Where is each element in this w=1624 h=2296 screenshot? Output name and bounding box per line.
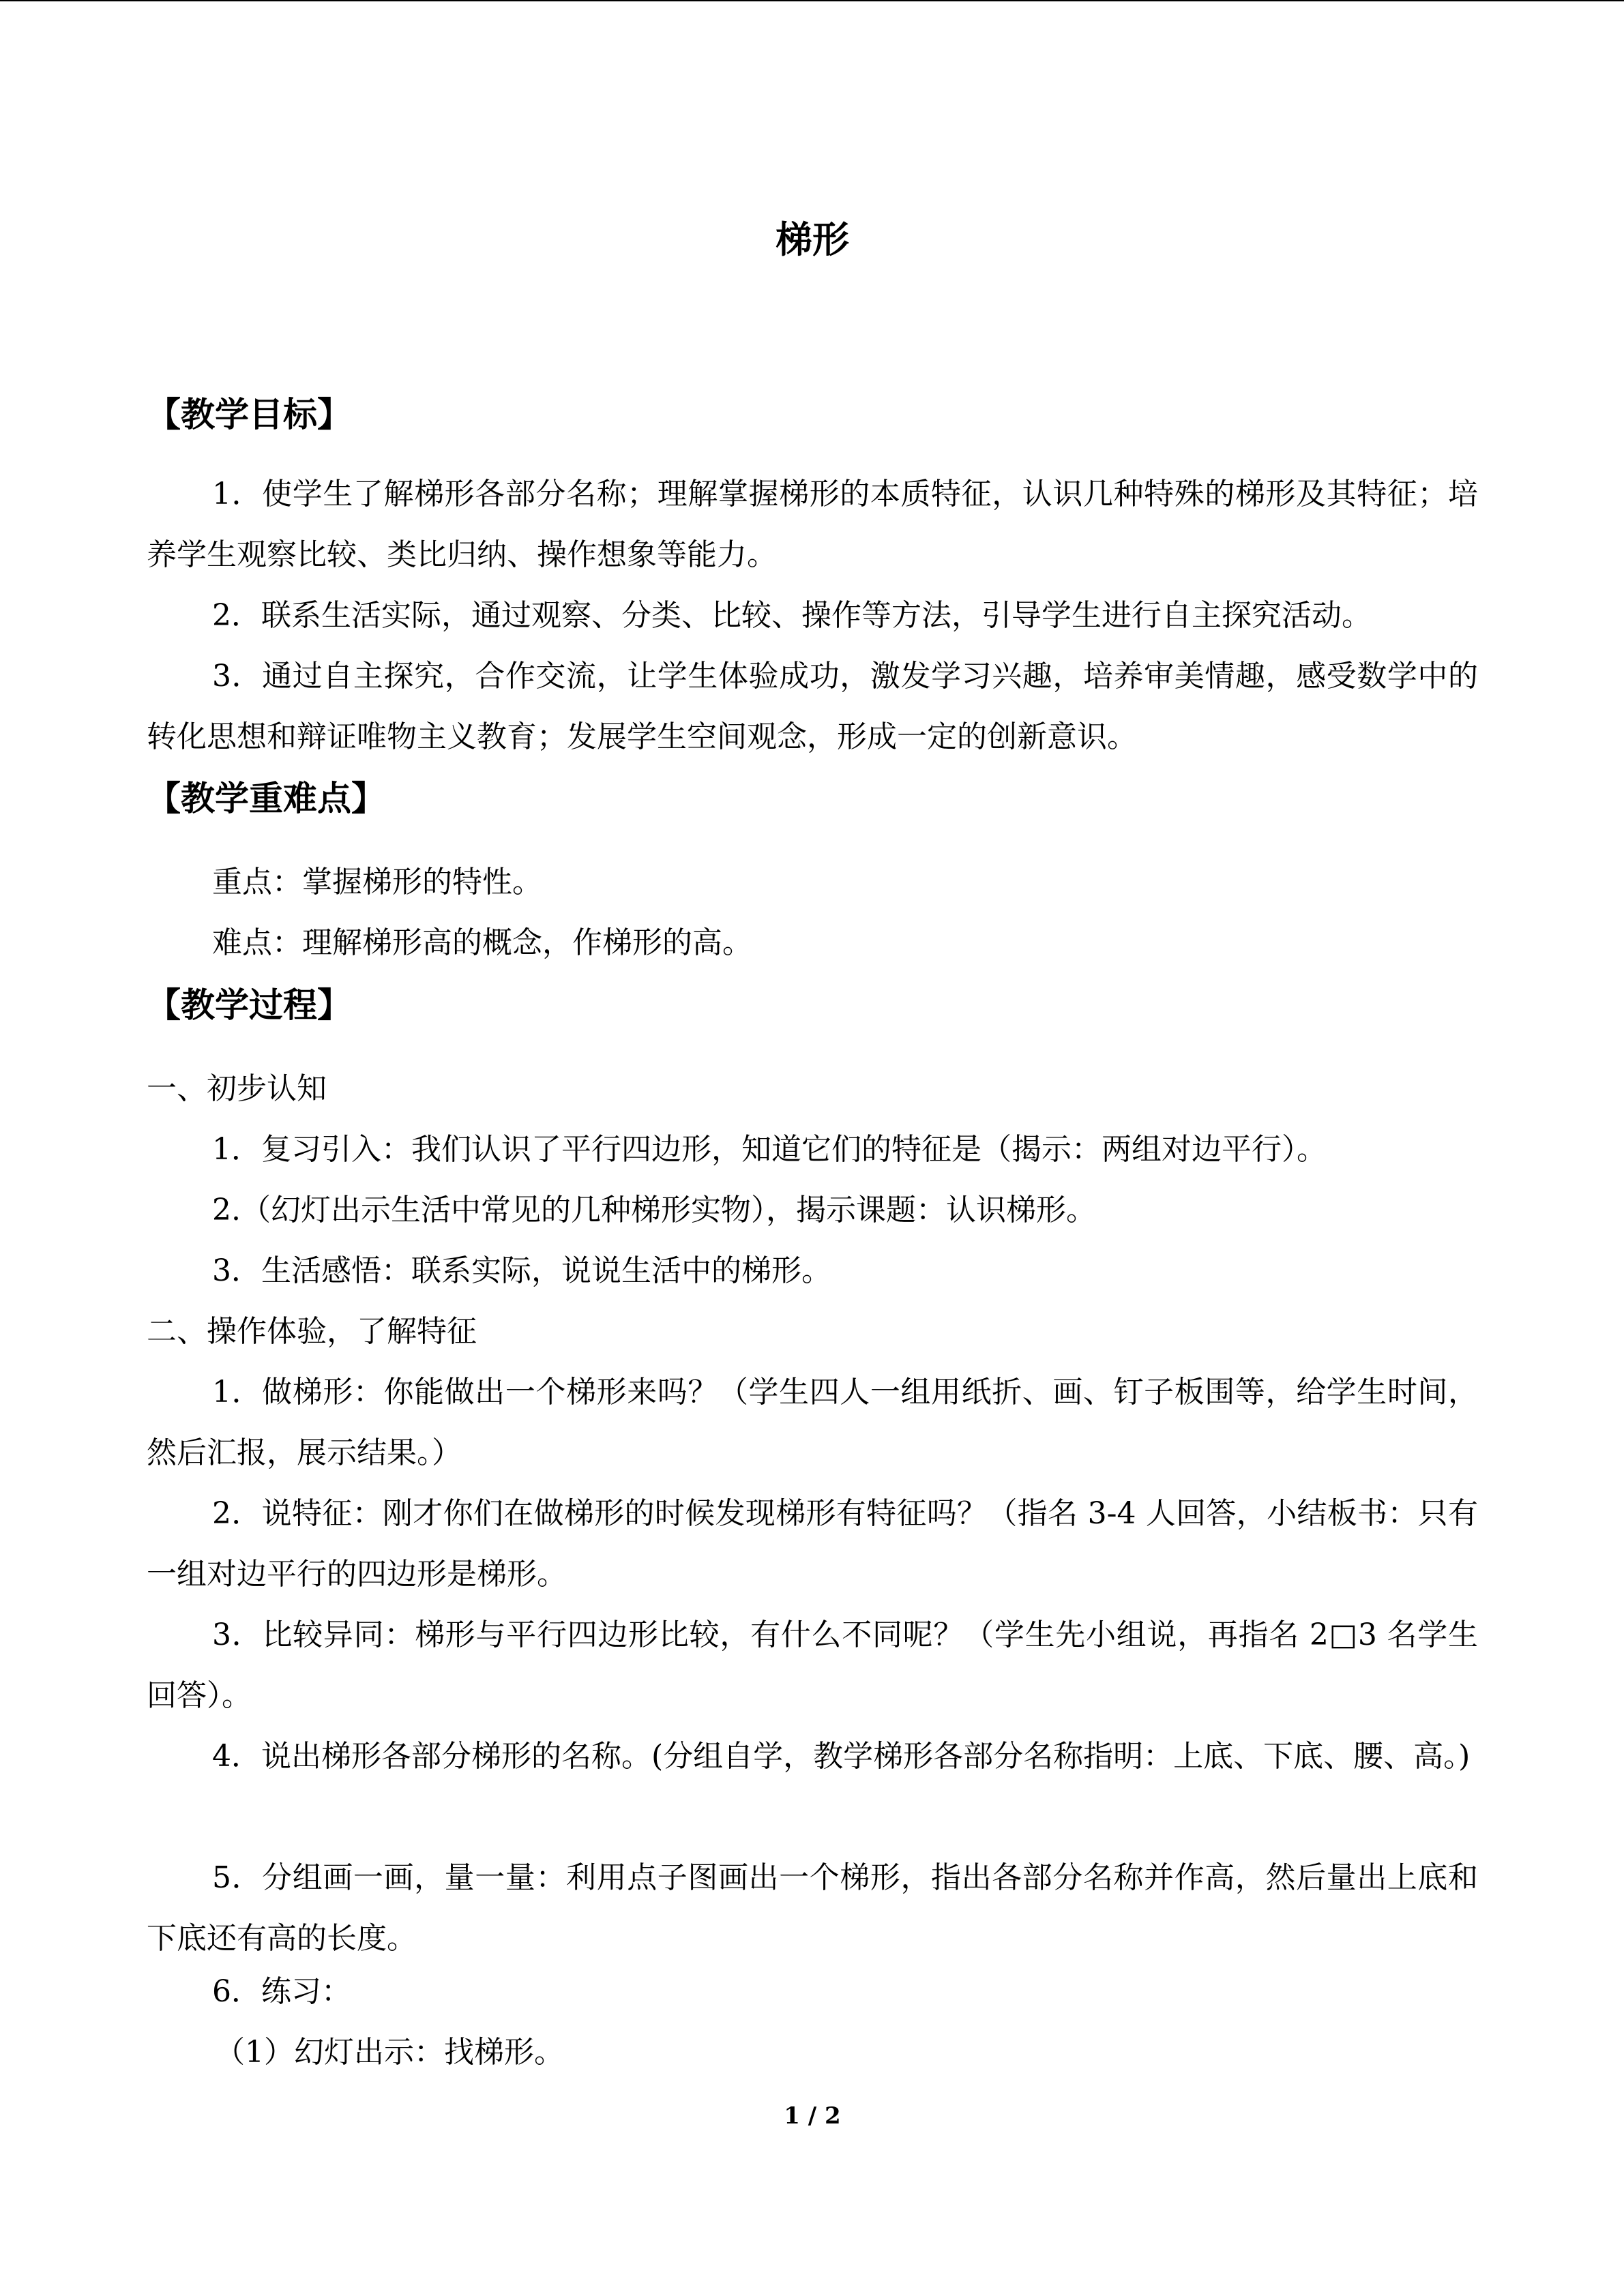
process-item: 5．分组画一画，量一量：利用点子图画出一个梯形，指出各部分名称并作高，然后量出上底和下底还有高的长度。 xyxy=(147,1860,1478,1956)
exercise-item: （1）幻灯出示：找梯形。 xyxy=(215,2035,564,2070)
key-point-paragraph: 重点：掌握梯形的特性。 xyxy=(212,865,542,899)
objective-paragraph: 3．通过自主探究，合作交流，让学生体验成功，激发学习兴趣，培养审美情趣，感受数学中的转化思想和辩证唯物主义教育；发展学生空间观念，形成一定的创新意识。 xyxy=(147,659,1478,754)
process-item: 2.（幻灯出示生活中常见的几种梯形实物），揭示课题：认识梯形。 xyxy=(212,1193,1096,1227)
process-item: 3．生活感悟：联系实际，说说生活中的梯形。 xyxy=(212,1253,831,1288)
process-part-title: 一、初步认知 xyxy=(147,1071,327,1106)
process-item: 2．说特征：刚才你们在做梯形的时候发现梯形有特征吗？（指名 3-4 人回答，小结板书：只有一组对边平行的四边形是梯形。 xyxy=(147,1496,1478,1592)
process-item: 3．比较异同：梯形与平行四边形比较，有什么不同呢？（学生先小组说，再指名 2□3 名学生回答）。 xyxy=(147,1617,1478,1713)
process-item: 4．说出梯形各部分梯形的名称。(分组自学，教学梯形各部分名称指明：上底、下底、腰、高。) xyxy=(212,1739,1471,1774)
process-item: 1．复习引入：我们认识了平行四边形，知道它们的特征是（揭示：两组对边平行）。 xyxy=(212,1132,1327,1167)
objective-paragraph: 2．联系生活实际，通过观察、分类、比较、操作等方法，引导学生进行自主探究活动。 xyxy=(212,598,1372,633)
page-number: 1 / 2 xyxy=(784,2102,841,2130)
process-part-title: 二、操作体验，了解特征 xyxy=(147,1314,477,1349)
difficulty-paragraph: 难点：理解梯形高的概念，作梯形的高。 xyxy=(212,925,752,960)
objective-paragraph: 1．使学生了解梯形各部分名称；理解掌握梯形的本质特征，认识几种特殊的梯形及其特征；培养学生观察比较、类比归纳、操作想象等能力。 xyxy=(147,477,1478,572)
section-heading-objectives: 【教学目标】 xyxy=(147,395,351,434)
section-heading-process: 【教学过程】 xyxy=(147,985,351,1025)
document-title: 梯形 xyxy=(776,218,849,261)
section-heading-key-points: 【教学重难点】 xyxy=(147,779,385,818)
process-item: 6．练习： xyxy=(212,1974,351,2009)
process-item: 1．做梯形：你能做出一个梯形来吗？（学生四人一组用纸折、画、钉子板围等，给学生时间，然后汇报，展示结果。） xyxy=(147,1375,1478,1470)
page-top-border xyxy=(0,0,1624,1)
